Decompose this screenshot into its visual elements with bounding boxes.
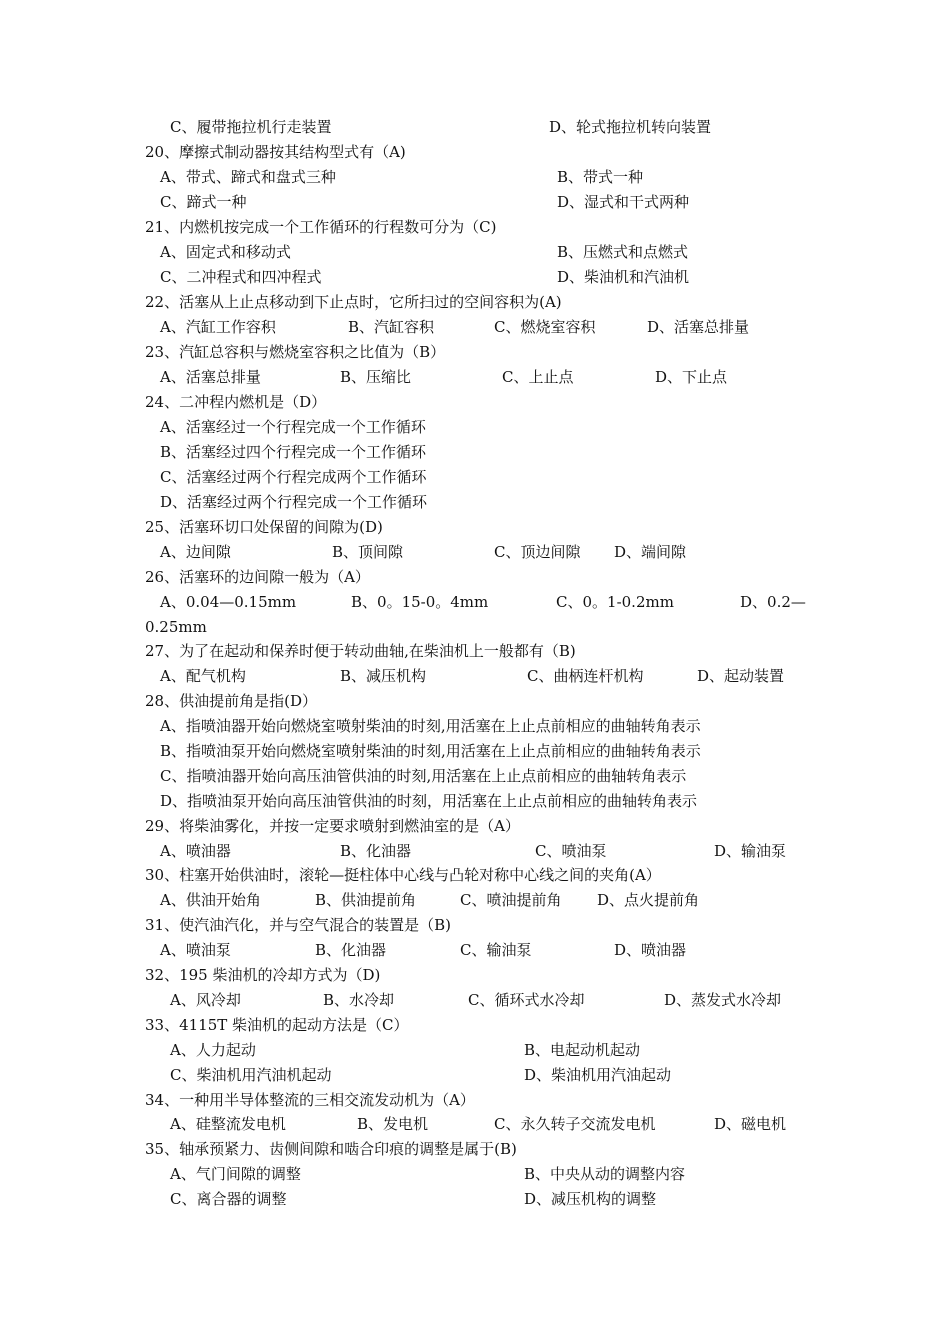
text-line: C、循环式水冷却 xyxy=(468,991,585,1009)
text-line: B、化油器 xyxy=(315,941,387,959)
text-line: C、上止点 xyxy=(502,368,574,386)
text-line: 30、柱塞开始供油时，滚轮—挺柱体中心线与凸轮对称中心线之间的夹角(A） xyxy=(145,866,661,884)
text-line: D、输油泵 xyxy=(714,842,787,860)
text-line: C、蹄式一种 xyxy=(160,193,247,211)
text-line: 0.25mm xyxy=(145,618,207,636)
text-line: D、喷油器 xyxy=(614,941,687,959)
text-line: 27、为了在起动和保养时便于转动曲轴,在柴油机上一般都有（B) xyxy=(145,642,576,660)
text-line: 26、活塞环的边间隙一般为（A） xyxy=(145,568,370,586)
text-line: A、活塞经过一个行程完成一个工作循环 xyxy=(160,418,426,436)
text-line: A、喷油泵 xyxy=(160,941,231,959)
text-line: D、蒸发式水冷却 xyxy=(664,991,782,1009)
text-line: 25、活塞环切口处保留的间隙为(D) xyxy=(145,518,383,536)
text-line: C、0。1-0.2mm xyxy=(556,593,674,611)
text-line: A、指喷油器开始向燃烧室喷射柴油的时刻,用活塞在上止点前相应的曲轴转角表示 xyxy=(160,717,701,735)
text-line: C、指喷油器开始向高压油管供油的时刻,用活塞在上止点前相应的曲轴转角表示 xyxy=(160,767,687,785)
text-line: A、配气机构 xyxy=(160,667,246,685)
text-line: C、输油泵 xyxy=(460,941,532,959)
text-line: D、柴油机用汽油起动 xyxy=(524,1066,672,1084)
text-line: B、压缩比 xyxy=(340,368,412,386)
text-line: B、0。15-0。4mm xyxy=(351,593,489,611)
text-line: A、带式、蹄式和盘式三种 xyxy=(160,168,336,186)
text-line: A、喷油器 xyxy=(160,842,231,860)
text-line: A、气门间隙的调整 xyxy=(170,1165,301,1183)
text-line: D、点火提前角 xyxy=(597,891,700,909)
text-line: D、磁电机 xyxy=(714,1115,787,1133)
text-line: 29、将柴油雾化，并按一定要求喷射到燃油室的是（A） xyxy=(145,817,520,835)
text-line: C、燃烧室容积 xyxy=(494,318,596,336)
text-line: D、活塞经过两个行程完成一个工作循环 xyxy=(160,493,428,511)
text-line: B、供油提前角 xyxy=(315,891,417,909)
text-line: A、固定式和移动式 xyxy=(160,243,291,261)
text-line: B、带式一种 xyxy=(557,168,644,186)
text-line: D、活塞总排量 xyxy=(647,318,750,336)
text-line: D、起动装置 xyxy=(697,667,785,685)
text-line: B、减压机构 xyxy=(340,667,427,685)
text-line: 35、轴承预紧力、齿侧间隙和啮合印痕的调整是属于(B) xyxy=(145,1140,517,1158)
text-line: C、顶边间隙 xyxy=(494,543,581,561)
text-line: B、压燃式和点燃式 xyxy=(557,243,689,261)
text-line: B、中央从动的调整内容 xyxy=(524,1165,686,1183)
text-line: A、汽缸工作容积 xyxy=(160,318,276,336)
text-line: B、发电机 xyxy=(357,1115,429,1133)
text-line: A、0.04—0.15mm xyxy=(160,593,297,611)
text-line: D、端间隙 xyxy=(614,543,687,561)
text-line: D、指喷油泵开始向高压油管供油的时刻，用活塞在上止点前相应的曲轴转角表示 xyxy=(160,792,698,810)
text-line: A、边间隙 xyxy=(160,543,231,561)
text-line: C、履带拖拉机行走装置 xyxy=(170,118,332,136)
text-line: C、曲柄连杆机构 xyxy=(527,667,644,685)
text-line: 21、内燃机按完成一个工作循环的行程数可分为（C) xyxy=(145,218,497,236)
text-line: B、电起动机起动 xyxy=(524,1041,641,1059)
text-line: C、永久转子交流发电机 xyxy=(494,1115,656,1133)
text-line: A、活塞总排量 xyxy=(160,368,261,386)
text-line: D、0.2— xyxy=(740,593,806,611)
text-line: 23、汽缸总容积与燃烧室容积之比值为（B） xyxy=(145,343,446,361)
text-line: 33、4115T 柴油机的起动方法是（C） xyxy=(145,1016,409,1034)
text-line: 22、活塞从上止点移动到下止点时，它所扫过的空间容积为(A) xyxy=(145,293,562,311)
text-line: B、汽缸容积 xyxy=(348,318,435,336)
text-line: C、喷油泵 xyxy=(535,842,607,860)
text-line: 32、195 柴油机的冷却方式为（D) xyxy=(145,966,381,984)
text-line: 31、使汽油汽化，并与空气混合的装置是（B) xyxy=(145,916,451,934)
text-line: C、离合器的调整 xyxy=(170,1190,287,1208)
text-line: B、水冷却 xyxy=(323,991,395,1009)
text-line: C、柴油机用汽油机起动 xyxy=(170,1066,332,1084)
text-line: C、二冲程式和四冲程式 xyxy=(160,268,322,286)
text-line: 28、供油提前角是指(D） xyxy=(145,692,317,710)
text-line: A、供油开始角 xyxy=(160,891,261,909)
text-line: A、风冷却 xyxy=(170,991,241,1009)
text-line: D、减压机构的调整 xyxy=(524,1190,657,1208)
text-line: A、人力起动 xyxy=(170,1041,256,1059)
text-line: D、轮式拖拉机转向装置 xyxy=(549,118,712,136)
text-line: A、硅整流发电机 xyxy=(170,1115,286,1133)
text-line: D、柴油机和汽油机 xyxy=(557,268,690,286)
text-line: 20、摩擦式制动器按其结构型式有（A) xyxy=(145,143,406,161)
text-line: D、湿式和干式两种 xyxy=(557,193,690,211)
text-line: C、活塞经过两个行程完成两个工作循环 xyxy=(160,468,427,486)
text-line: D、下止点 xyxy=(655,368,728,386)
text-line: 34、一种用半导体整流的三相交流发动机为（A） xyxy=(145,1091,475,1109)
text-line: B、活塞经过四个行程完成一个工作循环 xyxy=(160,443,427,461)
text-line: B、顶间隙 xyxy=(332,543,404,561)
text-line: B、指喷油泵开始向燃烧室喷射柴油的时刻,用活塞在上止点前相应的曲轴转角表示 xyxy=(160,742,701,760)
text-line: B、化油器 xyxy=(340,842,412,860)
text-line: 24、二冲程内燃机是（D） xyxy=(145,393,327,411)
text-line: C、喷油提前角 xyxy=(460,891,562,909)
